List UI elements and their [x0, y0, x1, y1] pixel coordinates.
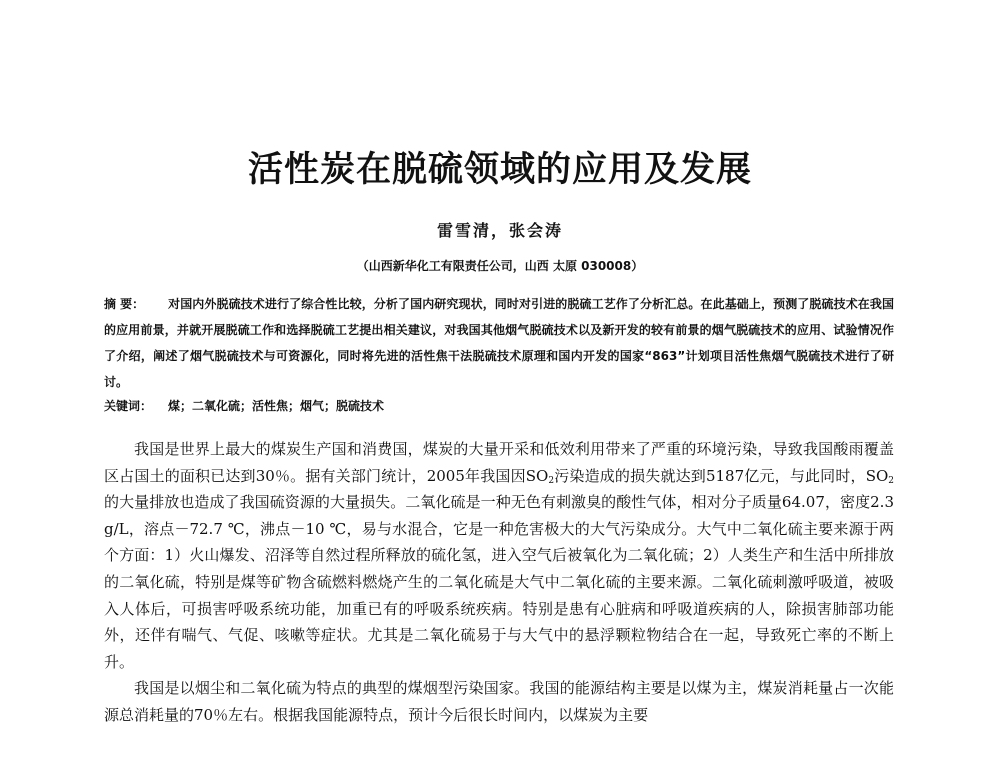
body-text	[104, 436, 894, 729]
paper-affiliation: （山西新华化工有限责任公司，山西 太原 030008）	[356, 259, 644, 273]
body-paragraph-1	[104, 436, 894, 675]
abstract-label: 摘 要：	[104, 297, 145, 311]
abstract-text: 对国内外脱硫技术进行了综合性比较，分析了国内研究现状，同时对引进的脱硫工艺作了分析汇总。在此基础上，预测了脱硫技术在我国的应用前景，并就开展脱硫工作和选择脱硫工艺提出相关建议，对我国其他烟气脱硫技术以及新开发的较有前景的烟气脱硫技术的应用、试验情况作了介绍，阐述了烟气脱硫技术与可资源化，同时将先进的活性焦干法脱硫技术原理和国内开发的国家“863”计划项目活性焦烟气脱硫技术进行了研讨。	[104, 297, 894, 389]
abstract	[104, 291, 894, 395]
paper-title: 活性炭在脱硫领域的应用及发展	[247, 149, 752, 190]
body-p1-part-c: 的大量排放也造成了我国硫资源的大量损失。二氧化硫是一种无色有刺激臭的酸性气体，相对分子质量64.07，密度2.3 g/L，溶点－72.7 ℃，沸点－10 ℃，易与水混合，它是一种危害极大的大气污染成分。大气中二氧化硫主要来源于两个方面：1）火山爆发、沼泽等自然过程所释放的硫化氢，进入空气后被氧化为二氧化硫；2）人类生产和生活中所排放的二氧化硫，特别是煤等矿物含硫燃料燃烧产生的二氧化硫是大气中二氧化硫的主要来源。二氧化硫刺激呼吸道，被吸入人体后，可损害呼吸系统功能，加重已有的呼吸系统疾病。特别是患有心脏病和呼吸道疾病的人，除损害肺部功能外，还伴有喘气、气促、咳嗽等症状。尤其是二氧化硫易于与大气中的悬浮颗粒物结合在一起，导致死亡率的不断上升。	[104, 493, 894, 671]
so2-subscript: 2	[888, 475, 894, 486]
so2-subscript: 2	[548, 475, 555, 486]
body-p1-part-a: 我国是世界上最大的煤炭生产国和消费国，煤炭的大量开采和低效利用带来了严重的环境污染，导致我国酸雨覆盖区占国土的面积已达到30％。据有关部门统计，2005年我国因SO	[104, 440, 894, 485]
keywords	[104, 395, 894, 417]
body-paragraph-2: 我国是以烟尘和二氧化硫为特点的典型的煤烟型污染国家。我国的能源结构主要是以煤为主，煤炭消耗量占一次能源总消耗量的70％左右。根据我国能源特点，预计今后很长时间内，以煤炭为主要	[104, 679, 894, 724]
body-p1-part-b: 污染造成的损失就达到5187亿元，与此同时，SO	[554, 466, 889, 485]
paper-authors: 雷雪清，张会涛	[436, 221, 563, 240]
keywords-label: 关键词：	[104, 399, 153, 413]
keywords-text: 煤；二氧化硫；活性焦；烟气；脱硫技术	[168, 399, 385, 413]
